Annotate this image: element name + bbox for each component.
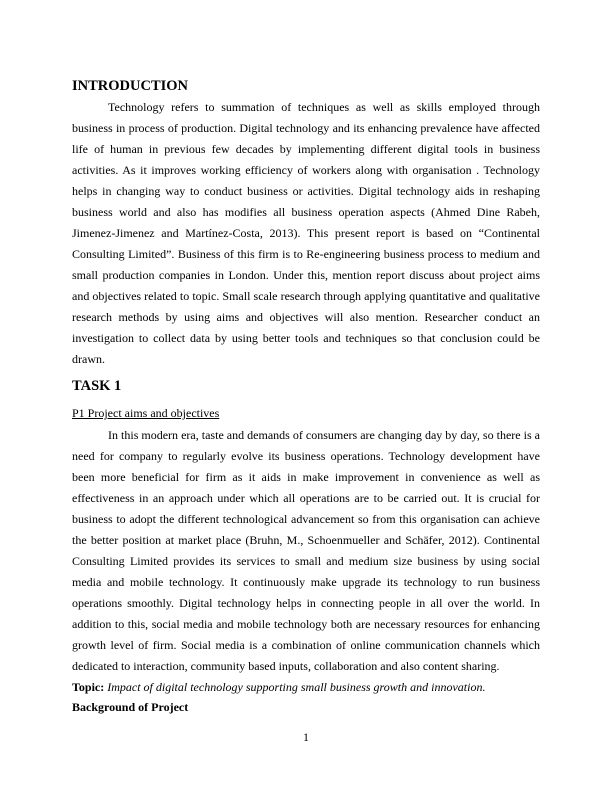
topic-line <box>72 677 540 697</box>
introduction-heading: INTRODUCTION <box>72 78 189 94</box>
page-number: 1 <box>303 730 309 744</box>
project-aims-subheading: P1 Project aims and objectives <box>72 406 220 420</box>
topic-label: Topic: <box>72 680 105 694</box>
task1-paragraph: In this modern era, taste and demands of consumers are changing day by day, so there is a need for company to regularly evolve its business operations. Technology development have been more beneficial for firm as it aids in make improvement in convenience as well as effectiveness in an approach under which all operations are to be carried out. It is crucial for business to adopt the different technological advancement so from this organisation can achieve the better position at market place (Bruhn, M., Schoenmueller and Schäfer, 2012). Continental Consulting Limited provides its services to small and medium size business by using social media and mobile technology. It continuously make upgrade its technology to run business operations smoothly. Digital technology helps in connecting people in all over the world. In addition to this, social media and mobile technology both are necessary resources for enhancing growth level of firm. Social media is a combination of online communication channels which dedicated to interaction, community based inputs, collaboration and also content sharing. <box>72 428 540 673</box>
background-heading: Background of Project <box>72 700 189 714</box>
topic-text: Impact of digital technology supporting small business growth and innovation. <box>104 680 486 694</box>
page-content <box>72 76 540 717</box>
task1-heading: TASK 1 <box>72 378 122 394</box>
introduction-paragraph: Technology refers to summation of techniques as well as skills employed through business in process of production. Digital technology and its enhancing prevalence have affected life of human in previous few decades by implementing different digital tools in business activities. As it improves working efficiency of workers along with organisation . Technology helps in changing way to conduct business or activities. Digital technology aids in reshaping business world and also has modifies all business operation aspects (Ahmed Dine Rabeh, Jimenez-Jimenez and Martínez-Costa, 2013). This present report is based on “Continental Consulting Limited”. Business of this firm is to Re-engineering business process to medium and small production companies in London. Under this, mention report discuss about project aims and objectives related to topic. Small scale research through applying quantitative and qualitative research methods by using aims and objectives will also mention. Researcher conduct an investigation to collect data by using better tools and techniques so that conclusion could be drawn. <box>72 100 540 366</box>
